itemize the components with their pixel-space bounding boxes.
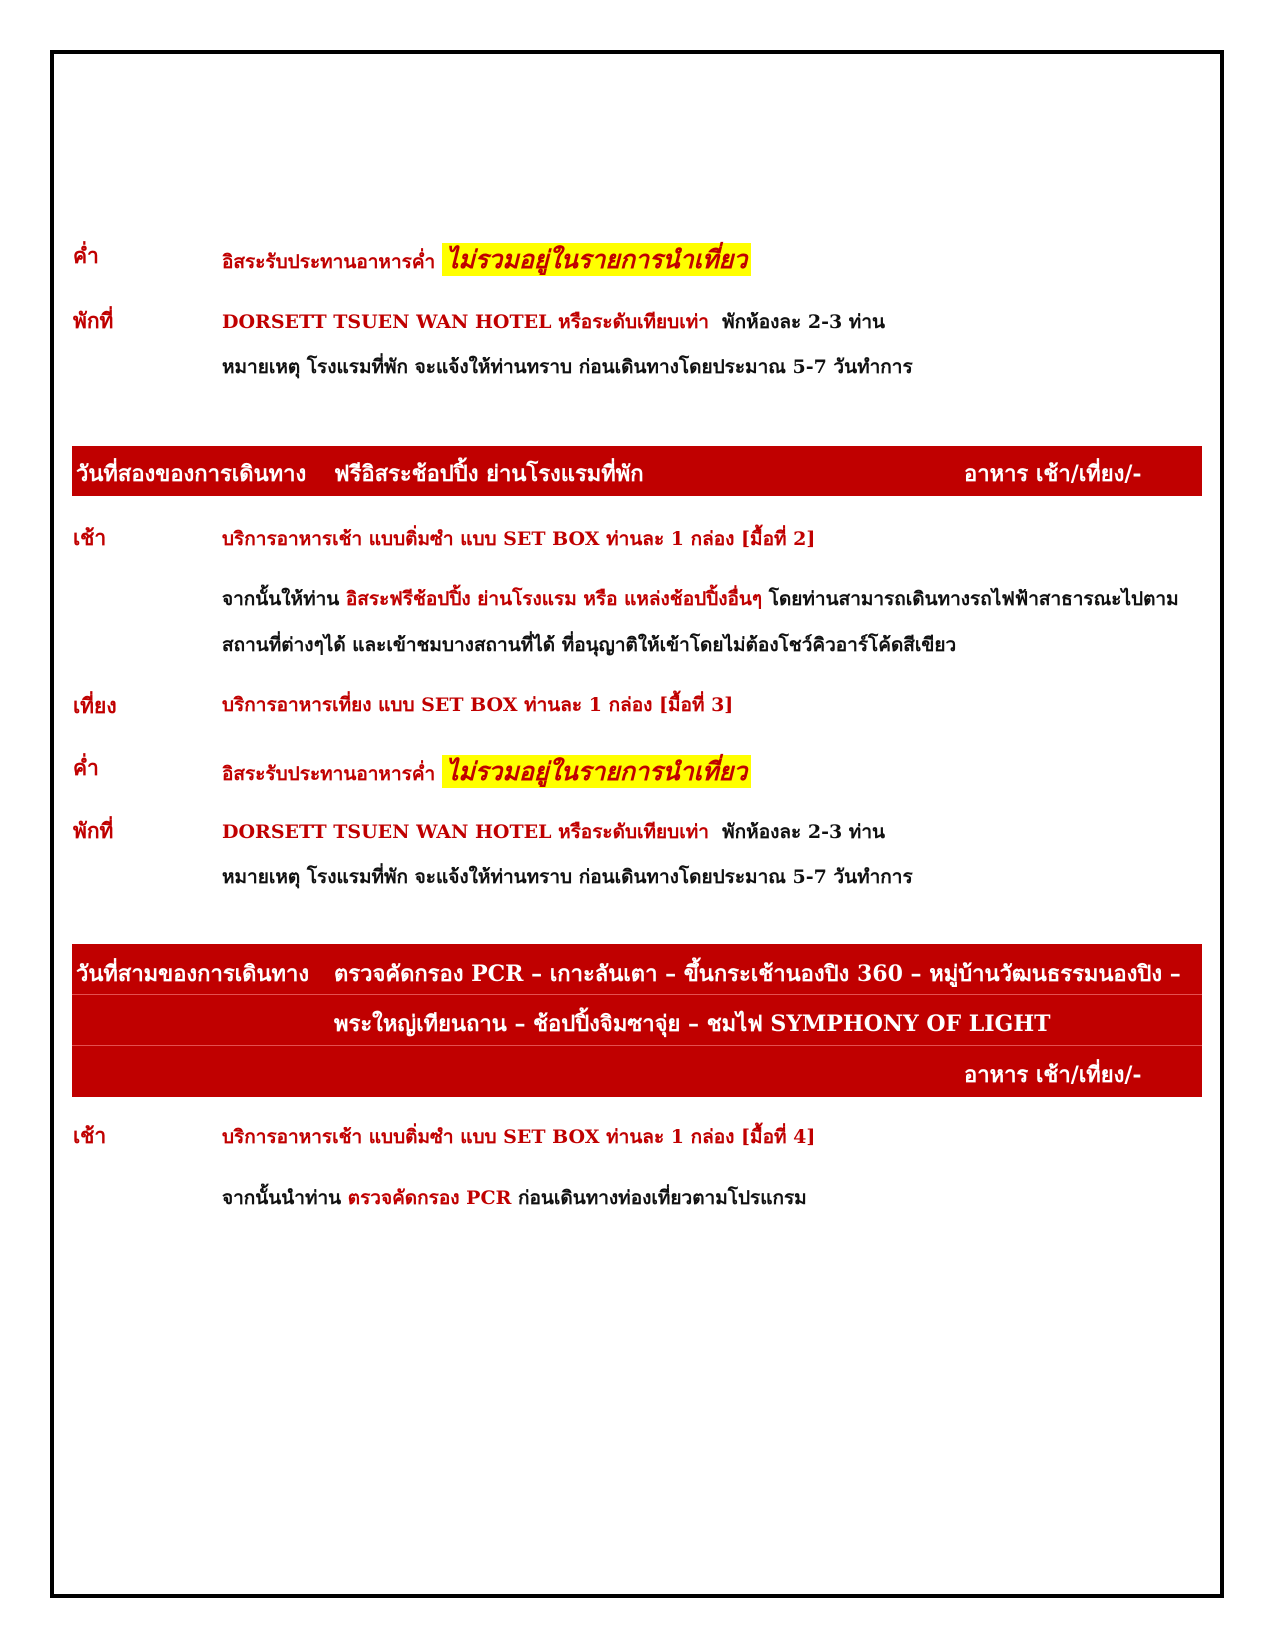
day2-title: ฟรีอิสระช้อปปิ้ง ย่านโรงแรมที่พัก <box>334 461 644 487</box>
day3-header <box>72 944 1202 1097</box>
hotel-label: พักที่ <box>73 308 114 333</box>
dinner-label: ค่ำ <box>73 243 99 268</box>
day3-paragraph: จากนั้นนำท่าน ตรวจคัดกรอง PCR ก่อนเดินทางท่องเที่ยวตามโปรแกรม <box>222 1187 807 1209</box>
hotel-text: DORSETT TSUEN WAN HOTEL หรือระดับเทียบเท่า พักห้องละ 2-3 ท่าน <box>222 821 885 843</box>
hotel-note: หมายเหตุ โรงแรมที่พัก จะแจ้งให้ท่านทราบ ก่อนเดินทางโดยประมาณ 5-7 วันทำการ <box>222 866 913 888</box>
lunch-label: เที่ยง <box>73 693 117 718</box>
day2-header <box>72 446 1202 496</box>
day2-day-label: วันที่สองของการเดินทาง <box>76 461 307 487</box>
breakfast-label: เช้า <box>73 525 107 550</box>
dinner-text: อิสระรับประทานอาหารค่ำ ไม่รวมอยู่ในรายการนำเที่ยว <box>222 240 751 280</box>
day3-meals: อาหาร เช้า/เที่ยง/- <box>964 1062 1142 1088</box>
not-included-highlight: ไม่รวมอยู่ในรายการนำเที่ยว <box>442 755 752 788</box>
day3-title-line1: ตรวจคัดกรอง PCR – เกาะลันเตา – ขึ้นกระเช้านองปิง 360 – หมู่บ้านวัฒนธรรมนองปิง – <box>334 961 1181 987</box>
breakfast-text: บริการอาหารเช้า แบบติ่มซำ แบบ SET BOX ท่านละ 1 กล่อง [มื้อที่ 2] <box>222 528 816 550</box>
dinner-text: อิสระรับประทานอาหารค่ำ ไม่รวมอยู่ในรายการนำเที่ยว <box>222 752 751 792</box>
header-divider <box>72 1045 1202 1046</box>
day3-title-line2: พระใหญ่เทียนถาน – ช้อปปิ้งจิมซาจุ่ย – ชมไฟ SYMPHONY OF LIGHT <box>334 1011 1051 1037</box>
dinner-label: ค่ำ <box>73 755 99 780</box>
hotel-label: พักที่ <box>73 818 114 843</box>
header-divider <box>72 994 1202 995</box>
breakfast-text: บริการอาหารเช้า แบบติ่มซำ แบบ SET BOX ท่านละ 1 กล่อง [มื้อที่ 4] <box>222 1126 816 1148</box>
day2-meals: อาหาร เช้า/เที่ยง/- <box>964 461 1142 487</box>
day2-paragraph-line1: จากนั้นให้ท่าน อิสระฟรีช้อปปิ้ง ย่านโรงแรม หรือ แหล่งช้อปปิ้งอื่นๆ โดยท่านสามารถเดินทางรถไฟฟ้าสาธารณะไปตาม <box>222 588 1179 610</box>
not-included-highlight: ไม่รวมอยู่ในรายการนำเที่ยว <box>442 243 752 276</box>
hotel-text: DORSETT TSUEN WAN HOTEL หรือระดับเทียบเท่า พักห้องละ 2-3 ท่าน <box>222 311 885 333</box>
breakfast-label: เช้า <box>73 1123 107 1148</box>
day3-day-label: วันที่สามของการเดินทาง <box>76 961 310 987</box>
day2-paragraph-line2: สถานที่ต่างๆได้ และเข้าชมบางสถานที่ได้ ที่อนุญาติให้เข้าโดยไม่ต้องโชว์คิวอาร์โค้ดสีเขียว <box>222 634 957 656</box>
hotel-note: หมายเหตุ โรงแรมที่พัก จะแจ้งให้ท่านทราบ ก่อนเดินทางโดยประมาณ 5-7 วันทำการ <box>222 356 913 378</box>
lunch-text: บริการอาหารเที่ยง แบบ SET BOX ท่านละ 1 กล่อง [มื้อที่ 3] <box>222 694 734 716</box>
